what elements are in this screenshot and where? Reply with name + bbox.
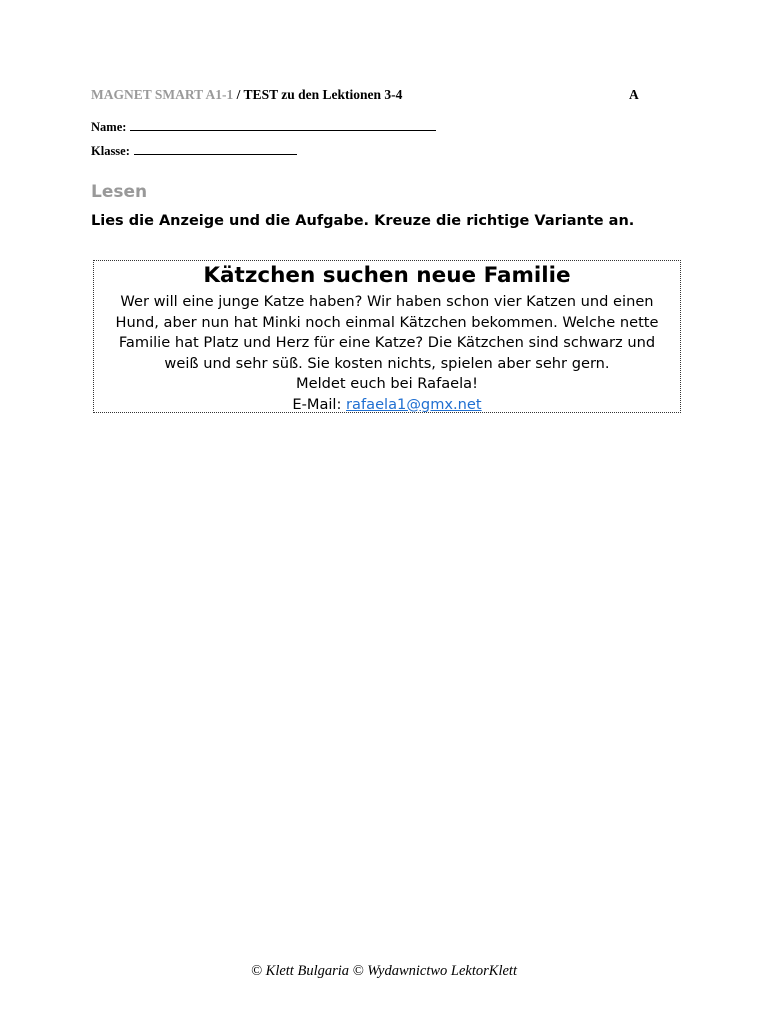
test-header	[91, 87, 651, 103]
email-label: E-Mail:	[292, 395, 347, 413]
ad-title: Kätzchen suchen neue Familie	[203, 263, 571, 288]
name-blank-line[interactable]	[130, 119, 436, 131]
ad-text-line: weiß und sehr süß. Sie kosten nichts, spielen aber sehr gern.	[164, 354, 610, 372]
ad-text-line: Meldet euch bei Rafaela!	[296, 375, 478, 392]
klasse-label: Klasse:	[91, 144, 130, 158]
ad-text-line: Familie hat Platz und Herz für eine Katze? Die Kätzchen sind schwarz und	[118, 334, 656, 351]
copyright-footer: © Klett Bulgaria © Wydawnictwo LektorKlett	[251, 963, 517, 979]
test-title: / TEST zu den Lektionen 3-4	[233, 87, 403, 102]
ad-email-line	[96, 395, 678, 416]
brand-name: MAGNET SMART A1-1	[91, 87, 234, 102]
ad-text-line: Hund, aber nun hat Minki noch einmal Kätzchen bekommen. Welche nette	[115, 313, 659, 331]
test-variant: A	[629, 87, 639, 102]
klasse-blank-line[interactable]	[134, 143, 297, 155]
name-label: Name:	[91, 120, 127, 134]
klasse-field	[91, 143, 297, 159]
advertisement-box	[93, 260, 681, 413]
ad-text-line: Wer will eine junge Katze haben? Wir haben schon vier Katzen und einen	[120, 293, 654, 310]
email-link[interactable]: rafaela1@gmx.net	[346, 395, 482, 413]
ad-body	[94, 292, 680, 415]
name-field	[91, 119, 436, 135]
section-title: Lesen	[91, 182, 148, 202]
task-instruction: Lies die Anzeige und die Aufgabe. Kreuze die richtige Variante an.	[91, 213, 635, 229]
